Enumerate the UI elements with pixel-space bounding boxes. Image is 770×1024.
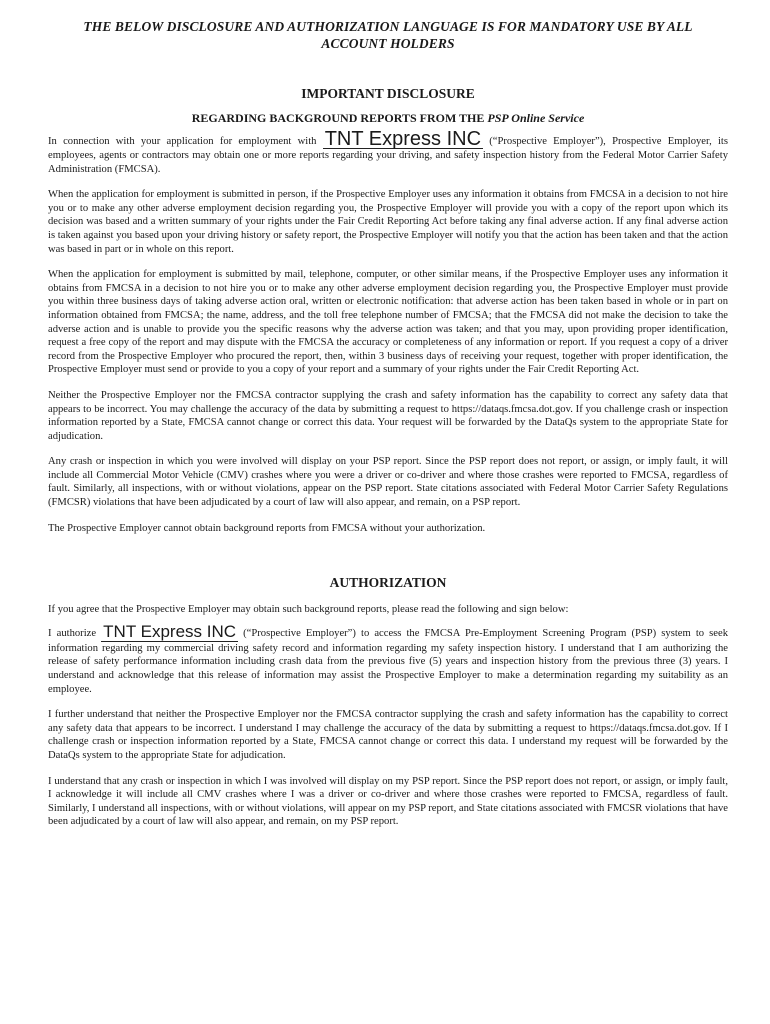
header-notice — [48, 18, 728, 52]
disclosure-subtitle-service: PSP Online Service — [487, 111, 585, 125]
header-line-1: THE BELOW DISCLOSURE AND AUTHORIZATION LANGUAGE IS FOR MANDATORY USE BY ALL — [83, 19, 693, 34]
authorized-employer-field[interactable]: TNT Express INC — [103, 621, 237, 641]
header-line-2: ACCOUNT HOLDERS — [321, 36, 455, 51]
document-page — [48, 18, 728, 829]
p1-end: (“Prospective Employer”), Prospective Employer, its employees, agents or contractors may obtain one or more reports regarding your driving, and safety inspection history from the Federal Motor Carrier Safety Administration (FMCSA). — [48, 136, 728, 175]
disclosure-paragraph-3: When the application for employment is submitted by mail, telephone, computer, or other similar means, if the Prospective Employer uses any information it obtains from FMCSA in a decision to not hire you or to make any other adverse employment decision regarding you, the Prospective Employer must provide you within three business days of taking adverse action oral, written or electronic notification: that adverse action has been taken based in whole or in part on information obtained from FMCSA; the name, address, and the toll free telephone number of FMCSA; that the FMCSA did not make the decision to take the adverse action and is unable to provide you the specific reasons why the adverse action was taken; and that you may, upon providing proper identification, request a free copy of the report and may dispute with the FMCSA the accuracy or completeness of any information or report. If you request a copy of a driver record from the Prospective Employer who procured the report, then, within 3 business days of receiving your request, together with proper identification, the Prospective Employer must send or provide to you a copy of your report and a summary of your rights under the Fair Credit Reporting Act. — [48, 269, 728, 376]
disclosure-paragraph-1 — [48, 130, 728, 176]
disclosure-subtitle — [48, 111, 728, 126]
disclosure-subtitle-prefix: REGARDING BACKGROUND REPORTS FROM THE — [191, 111, 485, 125]
authorization-intro: If you agree that the Prospective Employer may obtain such background reports, please read the following and sign below: — [48, 604, 569, 616]
a1-start: I authorize — [48, 627, 97, 639]
employer-name-field[interactable]: TNT Express INC — [324, 128, 482, 150]
disclosure-paragraph-6: The Prospective Employer cannot obtain background reports from FMCSA without your authorization. — [48, 522, 486, 534]
authorization-paragraph-2: I further understand that neither the Prospective Employer nor the FMCSA contractor supplying the crash and safety information has the capability to correct any safety data that appears to be incorrect. I understand I may challenge the accuracy of the data by submitting a request to https://dataqs.fmcsa.dot.gov. If I challenge crash or inspection information reported by a State, FMCSA cannot change or correct this data. I understand my request will be forwarded by the DataQs system to the appropriate State for adjudication. — [48, 709, 728, 761]
authorization-paragraph-3: I understand that any crash or inspection in which I was involved will display on my PSP report. Since the PSP report does not report, or assign, or imply fault, I acknowledge it will include all CMV crashes where I was a driver or co-driver and where those crashes were reported to FMCSA, regardless of fault. Similarly, I understand all inspections, with or without violations, will appear on my PSP report, and State citations associated with FMCSR violations that have been adjudicated by a court of law will also appear, and remain, on my PSP report. — [48, 775, 728, 828]
authorization-paragraph-1 — [48, 623, 728, 696]
p1-start: In connection with your application for employment with — [48, 136, 317, 147]
a1-end: (“Prospective Employer”) to access the FMCSA Pre-Employment Screening Program (PSP) system to seek information regarding my commercial driving safety record and information regarding my safety inspection history. I understand that I am authorizing the release of safety performance information including crash data from the previous five (5) years and inspection history from the previous three (3) years. I understand and acknowledge that this release of information may assist the Prospective Employer to make a determination regarding my suitability as an employee. — [48, 627, 728, 695]
disclosure-paragraph-4: Neither the Prospective Employer nor the FMCSA contractor supplying the crash and safety information has the capability to correct any safety data that appears to be incorrect. You may challenge the accuracy of the data by submitting a request to https://dataqs.fmcsa.dot.gov. If you challenge crash or inspection information reported by a State, FMCSA cannot change or correct this data. Your request will be forwarded by the DataQs system to the appropriate State for adjudication. — [48, 389, 728, 442]
authorization-title: AUTHORIZATION — [329, 575, 447, 591]
disclosure-paragraph-2: When the application for employment is submitted in person, if the Prospective Employer uses any information it obtains from FMCSA in a decision to not hire you or to make any other adverse employment decision regarding you, the Prospective Employer will provide you with a copy of the report upon which its decision was based and a written summary of your rights under the Fair Credit Reporting Act before taking any final adverse action. If any final adverse action is taken against you based upon your driving history or safety report, the Prospective Employer will notify you that the action has been taken and that the action was based in part or in whole on this report. — [48, 189, 728, 255]
disclosure-title: IMPORTANT DISCLOSURE — [301, 86, 475, 101]
disclosure-paragraph-5: Any crash or inspection in which you were involved will display on your PSP report. Since the PSP report does not report, or assign, or imply fault, it will include all Commercial Motor Vehicle (CMV) crashes where you were a driver or co-driver and where those crashes were reported to FMCSA, regardless of fault. Similarly, all inspections, with or without violations, appear on the PSP report. State citations associated with Federal Motor Carrier Safety Regulations (FMCSR) violations that have been adjudicated by a court of law will also appear, and remain, on a PSP report. — [48, 456, 728, 509]
